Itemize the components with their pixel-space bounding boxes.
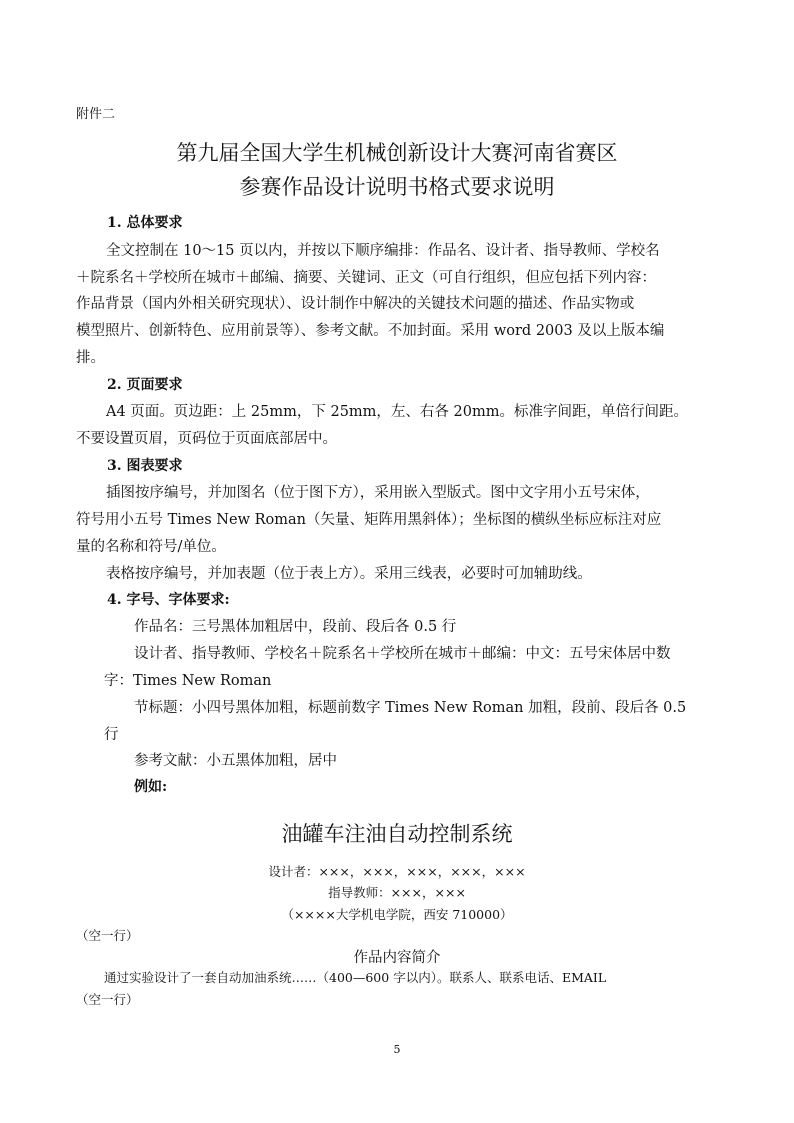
body-line: 模型照片、创新特色、应用前景等）、参考文献。不加封面。采用 word 2003 及以上版本编 <box>76 323 665 339</box>
example-blank-line: （空一行） <box>76 992 139 1007</box>
section-heading-fonts: 4. 字号、字体要求: <box>107 592 230 608</box>
example-title: 油罐车注油自动控制系统 <box>281 822 513 846</box>
body-line: 字：Times New Roman <box>104 673 272 689</box>
example-affiliation: （××××大学机电学院，西安 710000） <box>281 907 513 922</box>
body-line: 插图按序编号，并加图名（位于图下方），采用嵌入型版式。图中文字用小五号宋体， <box>106 485 650 501</box>
example-advisors: 指导教师：×××，××× <box>328 885 466 900</box>
example-blank-line: （空一行） <box>76 928 139 943</box>
section-heading-figures: 3. 图表要求 <box>107 458 183 474</box>
body-line: 节标题：小四号黑体加粗，标题前数字 Times New Roman 加粗，段前、段后各 0.5 <box>134 700 687 716</box>
body-line: 参考文献：小五黑体加粗，居中 <box>134 753 337 769</box>
body-line: A4 页面。页边距：上 25mm，下 25mm，左、右各 20mm。标准字间距，单倍行间距。 <box>106 404 688 420</box>
body-line: ＋院系名＋学校所在城市＋邮编、摘要、关键词、正文（可自行组织，但应包括下列内容： <box>76 270 656 286</box>
body-line: 行 <box>104 727 119 743</box>
body-line: 符号用小五号 Times New Roman（矢量、矩阵用黑斜体）；坐标图的横纵坐标应标注对应 <box>76 512 662 528</box>
doc-title-line2: 参赛作品设计说明书格式要求说明 <box>239 175 555 199</box>
section-heading-page: 2. 页面要求 <box>107 377 183 393</box>
section-heading-overall: 1. 总体要求 <box>107 215 183 231</box>
body-line: 作品背景（国内外相关研究现状）、设计制作中解决的关键技术问题的描述、作品实物或 <box>76 296 635 312</box>
doc-title-line1: 第九届全国大学生机械创新设计大赛河南省赛区 <box>176 141 618 165</box>
attachment-label: 附件二 <box>76 107 116 122</box>
page-number: 5 <box>393 1043 401 1056</box>
example-label: 例如: <box>134 779 168 795</box>
body-line: 量的名称和符号/单位。 <box>76 539 226 555</box>
body-line: 排。 <box>76 350 105 366</box>
example-summary-text: 通过实验设计了一套自动加油系统……（400—600 字以内）。联系人、联系电话、EMAIL <box>104 970 607 985</box>
body-line: 设计者、指导教师、学校名＋院系名＋学校所在城市＋邮编：中文：五号宋体居中数 <box>134 646 671 662</box>
example-summary-heading: 作品内容简介 <box>353 950 441 966</box>
body-line: 全文控制在 10～15 页以内，并按以下顺序编排：作品名、设计者、指导教师、学校名 <box>106 243 660 259</box>
body-line: 作品名：三号黑体加粗居中，段前、段后各 0.5 行 <box>134 619 457 635</box>
example-designers: 设计者：×××，×××，×××，×××，××× <box>268 864 526 879</box>
body-line: 表格按序编号，并加表题（位于表上方）。采用三线表，必要时可加辅助线。 <box>106 566 592 582</box>
body-line: 不要设置页眉，页码位于页面底部居中。 <box>76 431 337 447</box>
